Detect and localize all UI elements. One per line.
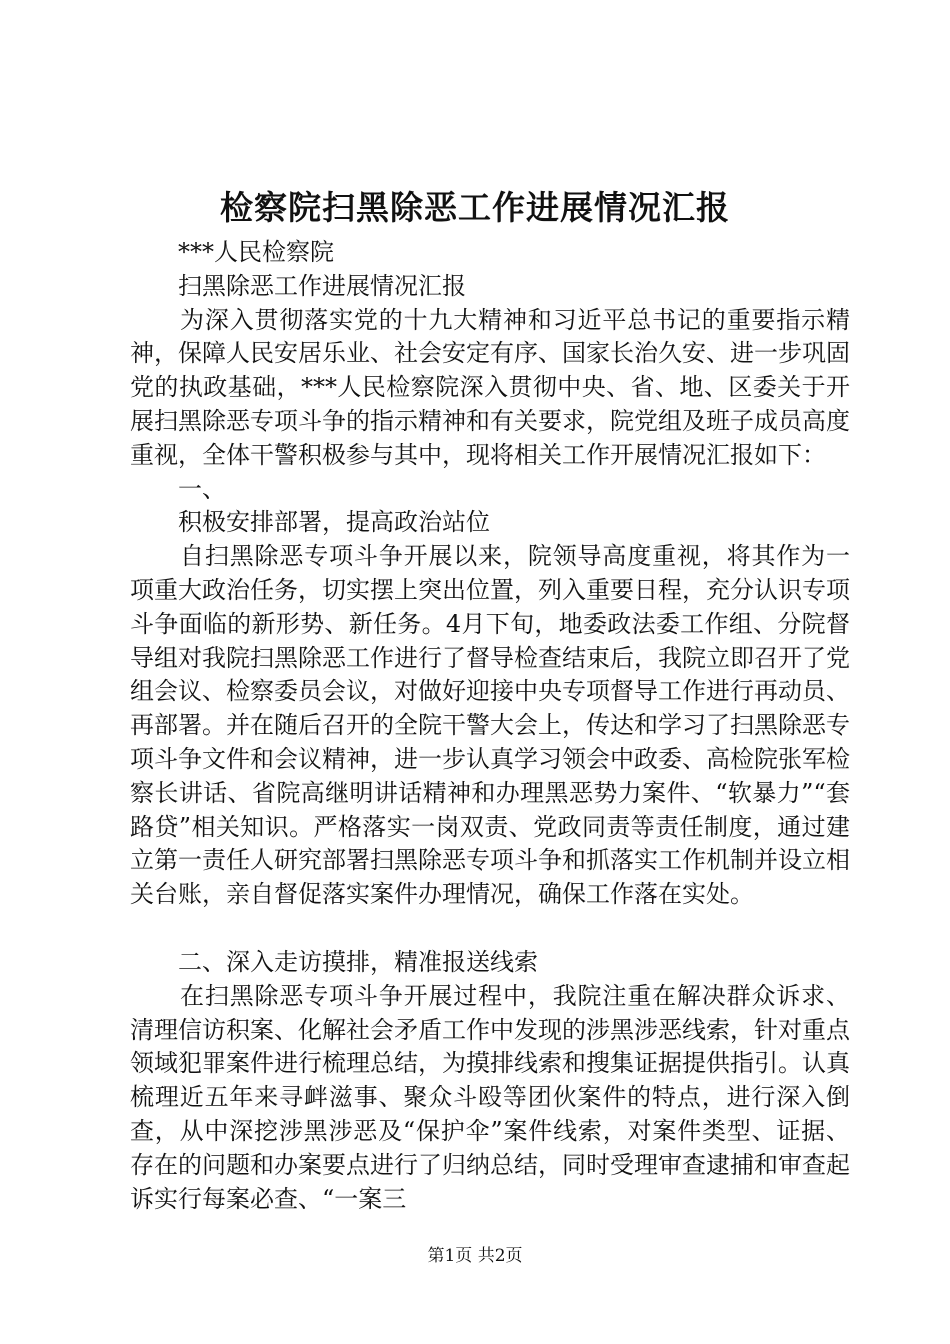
section-1-paragraph: 自扫黑除恶专项斗争开展以来，院领导高度重视，将其作为一项重大政治任务，切实摆上突出位置，列入重要日程，充分认识专项斗争面临的新形势、新任务。4月下旬，地委政法委工作组、分院督导组对我院扫黑除恶工作进行了督导检查结束后，我院立即召开了党组会议、检察委员会议，对做好迎接中央专项督导工作进行再动员、再部署。并在随后召开的全院干警大会上，传达和学习了扫黑除恶专项斗争文件和会议精神，进一步认真学习领会中政委、高检院张军检察长讲话、省院高继明讲话精神和办理黑恶势力案件、“软暴力”“套路贷”相关知识。严格落实一岗双责、党政同责等责任制度，通过建立第一责任人研究部署扫黑除恶专项斗争和抓落实工作机制并设立相关台账，亲自督促落实案件办理情况，确保工作落在实处。: [130, 542, 850, 909]
paragraph-gap: [130, 912, 850, 946]
section-2-paragraph: 在扫黑除恶专项斗争开展过程中，我院注重在解决群众诉求、清理信访积案、化解社会矛盾工作中发现的涉黑涉恶线索，针对重点领域犯罪案件进行梳理总结，为摸排线索和搜集证据提供指引。认真梳理近五年来寻衅滋事、聚众斗殴等团伙案件的特点，进行深入倒查，从中深挖涉黑涉恶及“保护伞”案件线索，对案件类型、证据、存在的问题和办案要点进行了归纳总结，同时受理审查逮捕和审查起诉实行每案必查、“一案三: [130, 981, 850, 1213]
page-number-footer: 第1页 共2页: [427, 1246, 523, 1266]
intro-paragraph: 为深入贯彻落实党的十九大精神和习近平总书记的重要指示精神，保障人民安居乐业、社会安定有序、国家长治久安、进一步巩固党的执政基础，***人民检察院深入贯彻中央、省、地、区委关于开展扫黑除恶专项斗争的指示精神和有关要求，院党组及班子成员高度重视，全体干警积极参与其中，现将相关工作开展情况汇报如下：: [130, 305, 850, 469]
document-title: 检察院扫黑除恶工作进展情况汇报: [220, 188, 730, 227]
organization-line: ***人民检察院: [178, 238, 334, 266]
section-1-number: 一、: [178, 474, 226, 503]
section-2-heading: 二、深入走访摸排，精准报送线索: [178, 947, 538, 976]
document-body: [130, 236, 850, 1216]
report-subtitle: 扫黑除恶工作进展情况汇报: [178, 271, 466, 300]
section-1-heading: 积极安排部署，提高政治站位: [178, 508, 490, 537]
